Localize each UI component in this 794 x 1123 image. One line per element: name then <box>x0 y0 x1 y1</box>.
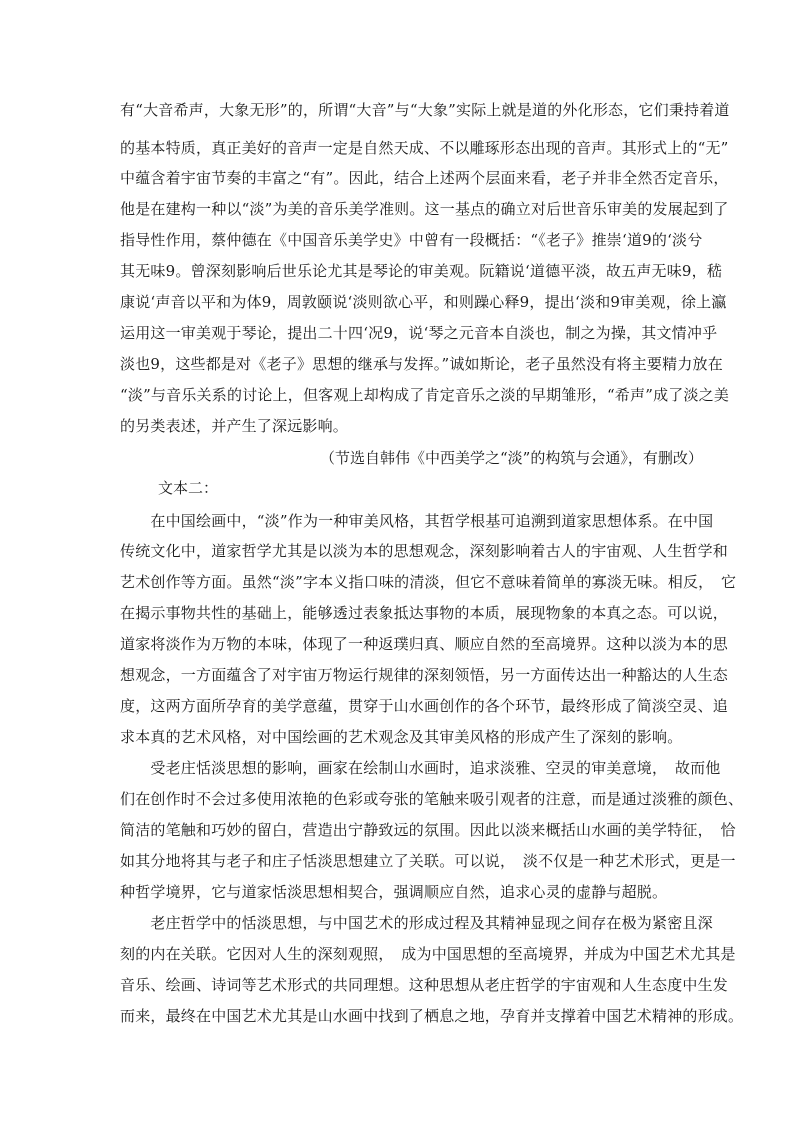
passage-two-line: 老庄哲学中的恬淡思想，与中国艺术的形成过程及其精神显现之间存在极为紧密且深 <box>120 914 713 932</box>
passage-two-line: 在揭示事物共性的基础上，能够透过表象抵达事物的本质，展现物象的本真之态。可以说， <box>120 604 729 622</box>
passage-two-line: 受老庄恬淡思想的影响，画家在绘制山水画时，追求淡雅、空灵的审美意境， 故而他 <box>120 759 721 777</box>
passage-two-line: 简洁的笔触和巧妙的留白，营造出宁静致远的氛围。因此以淡来概括山水画的美学特征， 恰 <box>120 821 736 839</box>
passage-one-line: 淡也9，这些都是对《老子》思想的继承与发挥。”诚如斯论，老子虽然没有将主要精力放在 <box>120 355 723 373</box>
passage-one-line: 的另类表述，并产生了深远影响。 <box>120 417 349 435</box>
passage-two-line: 种哲学境界，它与道家恬淡思想相契合，强调顺应自然，追求心灵的虚静与超脱。 <box>120 883 668 901</box>
passage-two-line: 想观念，一方面蕴含了对宇宙万物运行规律的深刻领悟，另一方面传达出一种豁达的人生态 <box>120 666 729 684</box>
section-heading: 文本二： <box>158 479 219 497</box>
passage-two-line: 传统文化中，道家哲学尤其是以淡为本的思想观念，深刻影响着古人的宇宙观、人生哲学和 <box>120 542 729 560</box>
passage-two-line: 如其分地将其与老子和庄子恬淡思想建立了关联。可以说， 淡不仅是一种艺术形式，更是一 <box>120 852 736 870</box>
passage-two-line: 道家将淡作为万物的本味，体现了一种返璞归真、顺应自然的至高境界。这种以淡为本的思 <box>120 635 729 653</box>
passage-one-line: 中蕴含着宇宙节奏的丰富之“有”。因此，结合上述两个层面来看，老子并非全然否定音乐， <box>120 169 729 187</box>
passage-one-line: 的基本特质，真正美好的音声一定是自然天成、不以雕琢形态出现的音声。其形式上的“无” <box>120 139 729 157</box>
source-citation: （节选自韩伟《中西美学之“淡”的构筑与会通》，有删改） <box>320 449 703 467</box>
passage-one-line: 运用这一审美观于琴论，提出二十四‘况9，说‘琴之元音本自淡也，制之为操，其文情冲乎 <box>120 324 718 342</box>
passage-two-line: 们在创作时不会过多使用浓艳的色彩或夸张的笔触来吸引观者的注意，而是通过淡雅的颜色、 <box>120 790 744 808</box>
passage-two-line: 艺术创作等方面。虽然“淡”字本义指口味的清淡，但它不意味着简单的寡淡无味。相反， 它 <box>120 573 737 591</box>
passage-two-line: 刻的内在关联。它因对人生的深刻观照， 成为中国思想的至高境界，并成为中国艺术尤其是 <box>120 945 736 963</box>
passage-one-line: 他是在建构一种以“淡”为美的音乐美学准则。这一基点的确立对后世音乐审美的发展起到了 <box>120 200 729 218</box>
passage-one-line: 指导性作用，蔡仲德在《中国音乐美学史》中曾有一段概括：“《老子》推崇‘道9的‘淡兮 <box>120 231 703 249</box>
passage-two-line: 度，这两方面所孕育的美学意蕴，贯穿于山水画创作的各个环节，最终形成了简淡空灵、追 <box>120 697 729 715</box>
passage-two-line: 求本真的艺术风格，对中国绘画的艺术观念及其审美风格的形成产生了深刻的影响。 <box>120 728 683 746</box>
passage-one-line: 其无味9。曾深刻影响后世乐论尤其是琴论的审美观。阮籍说‘道德平淡，故五声无味9，嵇 <box>120 262 723 280</box>
passage-one-line: 康说‘声音以平和为体9，周敦颐说‘淡则欲心平，和则躁心释9，提出‘淡和9审美观，徐上瀛 <box>120 293 727 311</box>
passage-one-line: 有“大音希声，大象无形”的，所谓“大音”与“大象”实际上就是道的外化形态，它们秉持着道 <box>120 101 730 119</box>
passage-two-line: 在中国绘画中，“淡”作为一种审美风格，其哲学根基可追溯到道家思想体系。在中国 <box>120 512 714 530</box>
passage-two-line: 而来，最终在中国艺术尤其是山水画中找到了栖息之地，孕育并支撑着中国艺术精神的形成。 <box>120 1007 744 1025</box>
passage-one-line: “淡”与音乐关系的讨论上，但客观上却构成了肯定音乐之淡的早期雏形，“希声”成了淡之美 <box>120 386 730 404</box>
passage-two-line: 音乐、绘画、诗词等艺术形式的共同理想。这种思想从老庄哲学的宇宙观和人生态度中生发 <box>120 976 729 994</box>
